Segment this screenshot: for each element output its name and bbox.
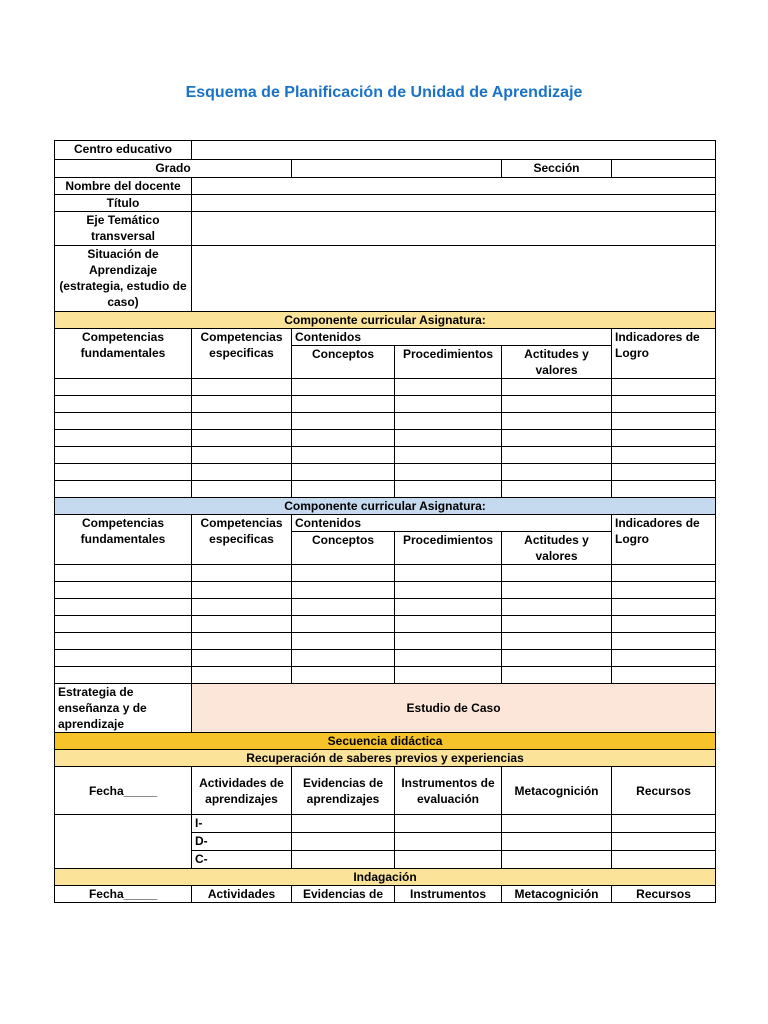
indicadores-header: Indicadores de Logro <box>612 329 716 379</box>
row-marker-d: D- <box>192 833 292 851</box>
centro-field[interactable] <box>192 141 716 160</box>
component-band-1: Componente curricular Asignatura: <box>55 312 716 329</box>
eje-label: Eje Temático transversal <box>55 212 192 246</box>
grado-label: Grado <box>55 160 292 178</box>
table-row <box>55 650 716 667</box>
table-row <box>55 633 716 650</box>
evidencias-header-2: Evidencias de <box>292 886 395 903</box>
page-title: Esquema de Planificación de Unidad de Aprendizaje <box>185 84 583 101</box>
recursos-header-2: Recursos <box>612 886 716 903</box>
titulo-label: Título <box>55 195 192 212</box>
actividades-header-2: Actividades <box>192 886 292 903</box>
evidencias-header-1: Evidencias de aprendizajes <box>292 767 395 815</box>
procedimientos-header-2: Procedimientos <box>395 532 502 565</box>
instrumentos-header-1: Instrumentos de evaluación <box>395 767 502 815</box>
grado-field[interactable] <box>292 160 502 178</box>
seccion-label: Sección <box>502 160 612 178</box>
procedimientos-header: Procedimientos <box>395 346 502 379</box>
table-row <box>55 667 716 684</box>
metacognicion-header-1: Metacognición <box>502 767 612 815</box>
seccion-field[interactable] <box>612 160 716 178</box>
recuperacion-band: Recuperación de saberes previos y experiencias <box>55 750 716 767</box>
table-row <box>55 447 716 464</box>
estrategia-value[interactable]: Estudio de Caso <box>192 684 716 733</box>
actitudes-header: Actitudes y valores <box>502 346 612 379</box>
secuencia-band: Secuencia didáctica <box>55 733 716 750</box>
metacognicion-header-2: Metacognición <box>502 886 612 903</box>
docente-field[interactable] <box>192 178 716 195</box>
component-band-2: Componente curricular Asignatura: <box>55 498 716 515</box>
conceptos-header-2: Conceptos <box>292 532 395 565</box>
row-marker-c: C- <box>192 851 292 869</box>
recursos-header-1: Recursos <box>612 767 716 815</box>
competencias-fundamentales-header: Competencias fundamentales <box>55 329 192 379</box>
actividades-header-1: Actividades de aprendizajes <box>192 767 292 815</box>
table-row <box>55 582 716 599</box>
planning-form <box>54 140 716 903</box>
titulo-field[interactable] <box>192 195 716 212</box>
competencias-fundamentales-header-2: Competencias fundamentales <box>55 515 192 565</box>
situacion-label: Situación de Aprendizaje (estrategia, estudio de caso) <box>55 246 192 312</box>
table-row <box>55 413 716 430</box>
estrategia-label: Estrategia de enseñanza y de aprendizaje <box>55 684 192 733</box>
indagacion-band: Indagación <box>55 869 716 886</box>
table-row <box>55 379 716 396</box>
docente-label: Nombre del docente <box>55 178 192 195</box>
competencias-especificas-header: Competencias especificas <box>192 329 292 379</box>
situacion-field[interactable] <box>192 246 716 312</box>
eje-field[interactable] <box>192 212 716 246</box>
table-row <box>55 481 716 498</box>
table-row <box>55 396 716 413</box>
fecha-field-1[interactable] <box>55 815 192 869</box>
table-row <box>55 599 716 616</box>
table-row <box>55 565 716 582</box>
centro-label: Centro educativo <box>55 141 192 160</box>
indicadores-header-2: Indicadores de Logro <box>612 515 716 565</box>
actitudes-header-2: Actitudes y valores <box>502 532 612 565</box>
instrumentos-header-2: Instrumentos <box>395 886 502 903</box>
table-row <box>55 616 716 633</box>
table-row <box>55 815 716 833</box>
row-marker-i: I- <box>192 815 292 833</box>
table-row <box>55 430 716 447</box>
conceptos-header: Conceptos <box>292 346 395 379</box>
fecha-label-2: Fecha_____ <box>55 886 192 903</box>
contenidos-header-2: Contenidos <box>292 515 612 532</box>
competencias-especificas-header-2: Competencias especificas <box>192 515 292 565</box>
table-row <box>55 464 716 481</box>
contenidos-header: Contenidos <box>292 329 612 346</box>
fecha-label-1: Fecha_____ <box>55 767 192 815</box>
